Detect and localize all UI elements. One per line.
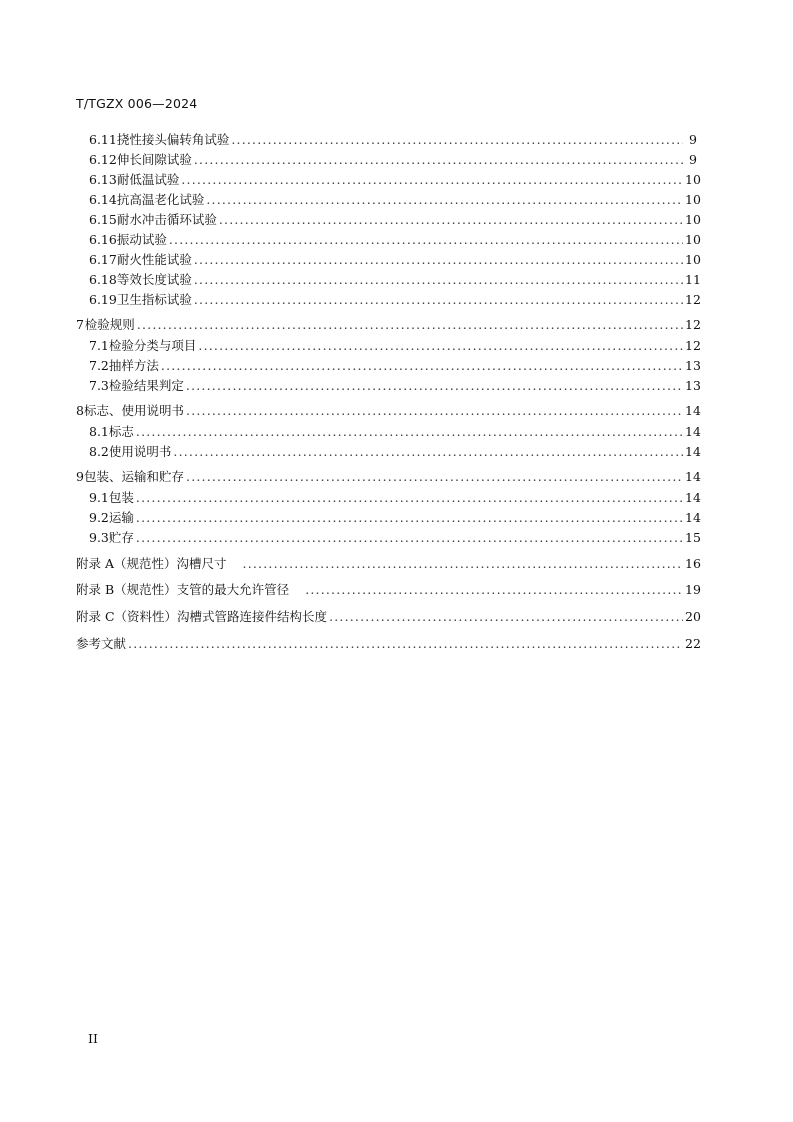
- toc-entry-number: 6.12: [89, 152, 117, 167]
- toc-entry-page: 10: [685, 212, 701, 227]
- toc-entry-page: 9: [689, 152, 697, 167]
- toc-entry-page: 14: [685, 444, 701, 459]
- toc-entry-number: 6.19: [89, 292, 117, 307]
- toc-leader-dots: [136, 423, 683, 441]
- toc-entry-page: 14: [685, 490, 701, 505]
- toc-entry-title: 包装: [108, 490, 134, 505]
- toc-entry-6-14[interactable]: [89, 191, 701, 209]
- toc-entry-title: 挠性接头偏转角试验: [116, 132, 230, 147]
- toc-leader-dots: [173, 443, 683, 461]
- toc-entry-title: 耐火性能试验: [116, 252, 192, 267]
- toc-entry-number: 7.3: [89, 378, 109, 393]
- toc-entry-title: 沟槽式管路连接件结构长度: [177, 609, 328, 624]
- toc-entry-number: 6.14: [89, 192, 117, 207]
- toc-entry-title: 耐水冲击循环试验: [116, 212, 217, 227]
- toc-leader-dots: [136, 489, 683, 507]
- toc-entry-9[interactable]: [76, 468, 701, 486]
- toc-entry-page: 20: [685, 609, 701, 624]
- toc-entry-page: 13: [685, 358, 701, 373]
- toc-entry-page: 22: [685, 636, 701, 651]
- toc-entry-page: 12: [685, 338, 701, 353]
- toc-entry-number: 附录 A（规范性）: [76, 556, 177, 571]
- toc-entry-page: 11: [685, 272, 701, 287]
- toc-leader-dots: [137, 316, 683, 334]
- toc-entry-number: 8: [76, 403, 84, 418]
- toc-entry-7[interactable]: [76, 316, 701, 334]
- toc-entry-8-1[interactable]: [89, 423, 701, 441]
- toc-entry-title: 沟槽尺寸: [176, 556, 227, 571]
- toc-entry-6-19[interactable]: [89, 291, 701, 309]
- toc-entry-number: 6.17: [89, 252, 117, 267]
- toc-entry-page: 14: [685, 510, 701, 525]
- toc-entry-title: 抗高温老化试验: [116, 192, 205, 207]
- toc-entry-page: 12: [685, 317, 701, 332]
- toc-entry-7-2[interactable]: [89, 357, 701, 375]
- toc-leader-dots: [194, 251, 683, 269]
- toc-leader-dots: [181, 171, 683, 189]
- toc-leader-dots: [219, 211, 683, 229]
- toc-entry-7-3[interactable]: [89, 377, 701, 395]
- toc-entry-title: 耐低温试验: [116, 172, 180, 187]
- toc-leader-dots: [161, 357, 683, 375]
- toc-entry-title: 振动试验: [116, 232, 167, 247]
- toc-leader-dots: [194, 291, 683, 309]
- toc-entry-title: 包装、运输和贮存: [84, 469, 185, 484]
- toc-entry-appendix-b[interactable]: [76, 581, 701, 599]
- toc-leader-dots: [169, 231, 683, 249]
- toc-entry-title: 等效长度试验: [116, 272, 192, 287]
- toc-entry-6-12[interactable]: [89, 151, 697, 169]
- toc-entry-number: 9.2: [89, 510, 109, 525]
- toc-entry-title: 伸长间隙试验: [116, 152, 192, 167]
- toc-entry-number: 6.16: [89, 232, 117, 247]
- toc-entry-6-17[interactable]: [89, 251, 701, 269]
- toc-leader-dots: [206, 191, 683, 209]
- toc-entry-number: 7.1: [89, 338, 109, 353]
- toc-entry-page: 9: [689, 132, 697, 147]
- toc-leader-dots: [128, 635, 683, 653]
- toc-entry-page: 12: [685, 292, 701, 307]
- toc-entry-7-1[interactable]: [89, 337, 701, 355]
- toc-entry-number: 附录 B（规范性）: [76, 582, 177, 597]
- toc-entry-title: 检验规则: [84, 317, 135, 332]
- toc-entry-9-3[interactable]: [89, 529, 701, 547]
- toc-entry-page: 14: [685, 403, 701, 418]
- page-number-footer: II: [88, 1031, 98, 1046]
- toc-entry-title: 支管的最大允许管径: [176, 582, 290, 597]
- toc-entry-page: 14: [685, 424, 701, 439]
- toc-leader-dots: [136, 529, 683, 547]
- toc-entry-title: 贮存: [108, 530, 134, 545]
- toc-entry-number: 8.2: [89, 444, 109, 459]
- toc-leader-dots: [329, 608, 683, 626]
- toc-entry-number: 7: [76, 317, 84, 332]
- toc-leader-dots: [136, 509, 683, 527]
- toc-entry-number: 6.18: [89, 272, 117, 287]
- toc-entry-title: 检验结果判定: [108, 378, 184, 393]
- toc-entry-title: 卫生指标试验: [116, 292, 192, 307]
- toc-leader-dots: [198, 337, 683, 355]
- toc-entry-references[interactable]: [76, 635, 701, 653]
- toc-entry-number: 9.1: [89, 490, 109, 505]
- toc-entry-6-11[interactable]: [89, 131, 697, 149]
- toc-entry-number: 9.3: [89, 530, 109, 545]
- toc-entry-number: 9: [76, 469, 84, 484]
- toc-entry-8[interactable]: [76, 402, 701, 420]
- toc-entry-page: 19: [685, 582, 701, 597]
- toc-entry-page: 13: [685, 378, 701, 393]
- toc-entry-page: 14: [685, 469, 701, 484]
- toc-entry-appendix-a[interactable]: [76, 555, 701, 573]
- toc-entry-title: 标志: [108, 424, 134, 439]
- toc-entry-title: 检验分类与项目: [108, 338, 197, 353]
- toc-entry-6-16[interactable]: [89, 231, 701, 249]
- toc-entry-appendix-c[interactable]: [76, 608, 701, 626]
- document-id-header: T/TGZX 006—2024: [76, 96, 198, 111]
- toc-entry-title: 运输: [108, 510, 134, 525]
- toc-entry-page: 10: [685, 192, 701, 207]
- toc-entry-9-2[interactable]: [89, 509, 701, 527]
- toc-leader-dots: [231, 131, 683, 149]
- toc-entry-number: 6.13: [89, 172, 117, 187]
- toc-entry-page: 10: [685, 252, 701, 267]
- toc-entry-9-1[interactable]: [89, 489, 701, 507]
- toc-entry-6-13[interactable]: [89, 171, 701, 189]
- toc-entry-6-15[interactable]: [89, 211, 701, 229]
- toc-entry-page: 15: [685, 530, 701, 545]
- toc-leader-dots: [305, 581, 683, 599]
- toc-entry-6-18[interactable]: [89, 271, 701, 289]
- toc-entry-page: 16: [685, 556, 701, 571]
- toc-entry-number: 参考文献: [76, 636, 127, 651]
- toc-leader-dots: [194, 271, 683, 289]
- toc-leader-dots: [186, 468, 683, 486]
- toc-entry-title: 标志、使用说明书: [84, 403, 185, 418]
- toc-entry-8-2[interactable]: [89, 443, 701, 461]
- toc-leader-dots: [186, 377, 683, 395]
- toc-entry-title: 抽样方法: [108, 358, 159, 373]
- toc-entry-title: 使用说明书: [108, 444, 172, 459]
- toc-entry-number: 8.1: [89, 424, 109, 439]
- toc-entry-number: 7.2: [89, 358, 109, 373]
- toc-entry-number: 附录 C（资料性）: [76, 609, 178, 624]
- toc-leader-dots: [243, 555, 683, 573]
- toc-leader-dots: [194, 151, 683, 169]
- toc-leader-dots: [186, 402, 683, 420]
- toc-entry-page: 10: [685, 172, 701, 187]
- toc-entry-number: 6.11: [89, 132, 117, 147]
- toc-entry-number: 6.15: [89, 212, 117, 227]
- toc-entry-page: 10: [685, 232, 701, 247]
